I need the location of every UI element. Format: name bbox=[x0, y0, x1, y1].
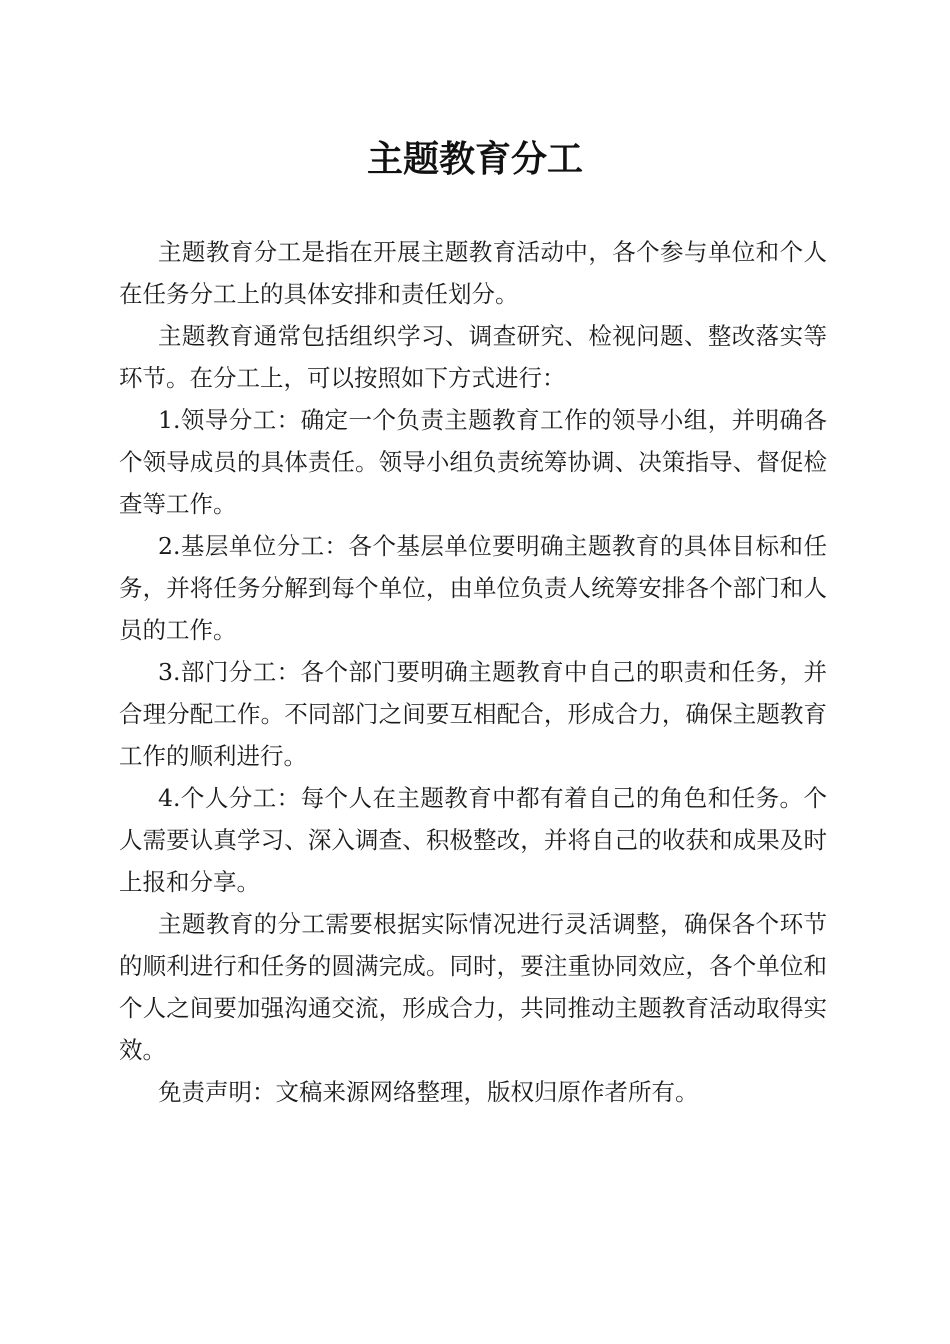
document-body bbox=[119, 231, 827, 1113]
paragraph-department-division: 3.部门分工：各个部门要明确主题教育中自己的职责和任务，并合理分配工作。不同部门之间要互相配合，形成合力，确保主题教育工作的顺利进行。 bbox=[119, 658, 827, 770]
paragraph-disclaimer: 免责声明：文稿来源网络整理，版权归原作者所有。 bbox=[158, 1078, 699, 1106]
page-title: 主题教育分工 bbox=[366, 138, 583, 180]
paragraph-conclusion: 主题教育的分工需要根据实际情况进行灵活调整，确保各个环节的顺利进行和任务的圆满完成。同时，要注重协同效应，各个单位和个人之间要加强沟通交流，形成合力，共同推动主题教育活动取得实效。 bbox=[119, 910, 827, 1064]
paragraph-leadership-division: 1.领导分工：确定一个负责主题教育工作的领导小组，并明确各个领导成员的具体责任。领导小组负责统筹协调、决策指导、督促检查等工作。 bbox=[119, 406, 827, 518]
paragraph-intro: 主题教育分工是指在开展主题教育活动中，各个参与单位和个人在任务分工上的具体安排和责任划分。 bbox=[119, 238, 827, 308]
paragraph-grassroots-division: 2.基层单位分工：各个基层单位要明确主题教育的具体目标和任务，并将任务分解到每个单位，由单位负责人统筹安排各个部门和人员的工作。 bbox=[119, 532, 827, 644]
paragraph-personal-division: 4.个人分工：每个人在主题教育中都有着自己的角色和任务。个人需要认真学习、深入调查、积极整改，并将自己的收获和成果及时上报和分享。 bbox=[119, 784, 827, 896]
paragraph-overview: 主题教育通常包括组织学习、调查研究、检视问题、整改落实等环节。在分工上，可以按照如下方式进行： bbox=[119, 322, 827, 392]
